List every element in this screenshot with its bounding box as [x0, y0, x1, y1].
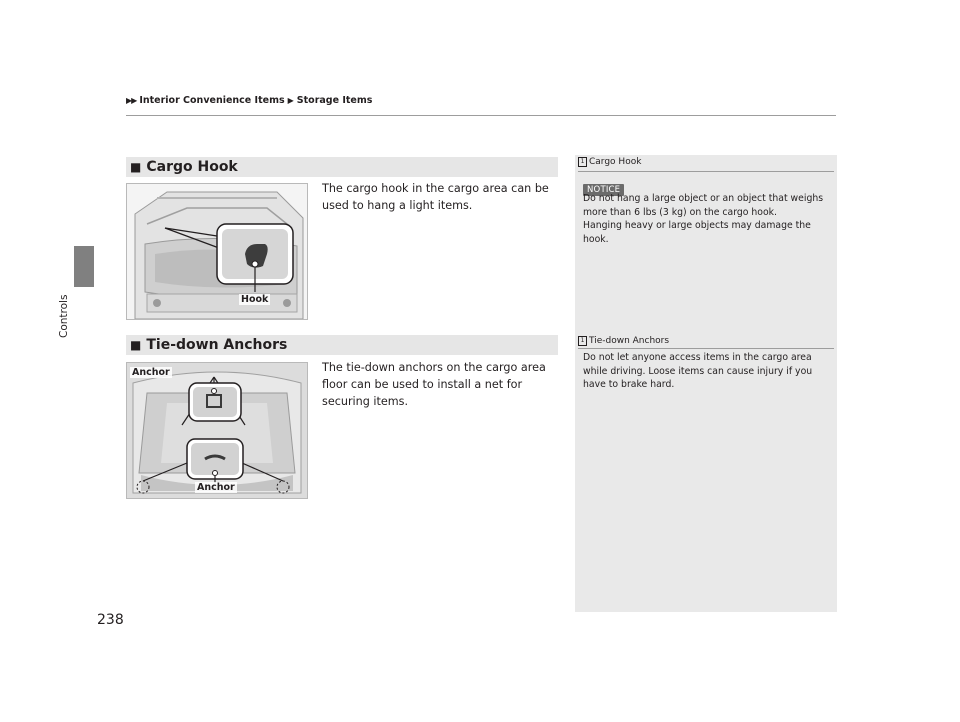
- tie-down-anchors-illustration: [126, 362, 308, 499]
- anchor-label: Anchor: [132, 367, 170, 378]
- arrow-icon: ▶: [287, 96, 294, 105]
- hook-label: Hook: [241, 294, 269, 305]
- note-text: Do not let anyone access items in the cargo area while driving. Loose items can cause injury if you have to brake hard.: [583, 352, 813, 390]
- note-title: 1 Cargo Hook: [578, 157, 641, 167]
- section-body: The cargo hook in the cargo area can be used to hang a light items.: [322, 182, 549, 212]
- header-divider: [126, 115, 836, 116]
- chapter-label: Controls: [58, 294, 70, 338]
- breadcrumb-item[interactable]: Interior Convenience Items: [139, 95, 285, 106]
- page-number: 238: [97, 612, 124, 628]
- notice-badge: NOTICE: [583, 177, 624, 196]
- anchor-label: Anchor: [197, 482, 235, 493]
- section-heading: ■ Cargo Hook: [126, 157, 558, 177]
- cargo-hook-illustration: [126, 183, 308, 320]
- breadcrumb-item[interactable]: Storage Items: [296, 95, 373, 106]
- section-body: The tie-down anchors on the cargo area floor can be used to install a net for securing items.: [322, 361, 546, 408]
- reference-icon: 1: [578, 336, 587, 346]
- chapter-tab[interactable]: [74, 246, 94, 287]
- note-title: 1 Tie-down Anchors: [578, 336, 669, 346]
- breadcrumb: [126, 95, 372, 106]
- note-text: Do not hang a large object or an object that weighs more than 6 lbs (3 kg) on the cargo hook. Hanging heavy or large objects may damage the hook.: [583, 193, 824, 245]
- section-heading: ■ Tie-down Anchors: [126, 335, 558, 355]
- cargo-floor-drawing: [127, 363, 307, 498]
- square-bullet-icon: ■: [130, 160, 142, 174]
- double-arrow-icon: ▶▶: [126, 96, 137, 105]
- note-divider: [578, 348, 834, 349]
- square-bullet-icon: ■: [130, 338, 142, 352]
- reference-icon: 1: [578, 157, 587, 167]
- cargo-area-drawing: [127, 184, 307, 319]
- note-divider: [578, 171, 834, 172]
